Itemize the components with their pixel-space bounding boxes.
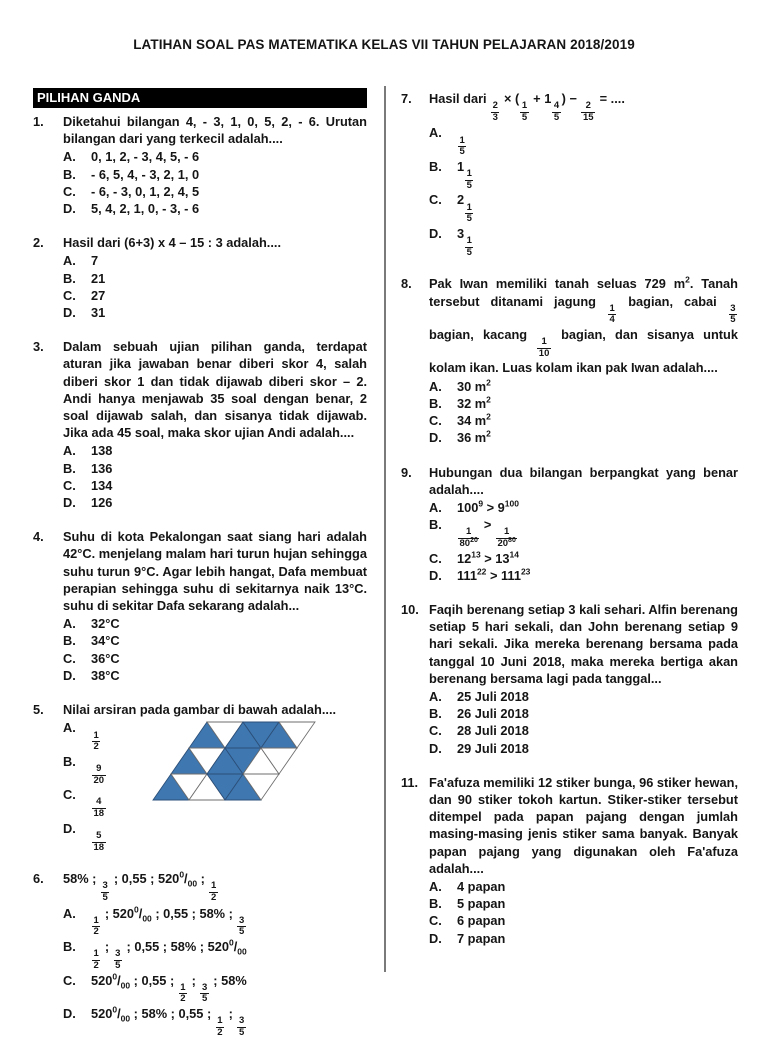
question-number: 9. (401, 464, 412, 480)
option-text: 27 (91, 287, 106, 303)
superscript: 2 (486, 429, 491, 440)
question-stem: Hasil dari $\frac{2}{3}$ × ( $\frac{1}{5}$ + 1 $\frac{4}{5}$ ) − $\frac{2}{15}$ = .... (429, 91, 625, 123)
superscript: 9 (478, 498, 484, 509)
fraction: $\frac{1}{5}$ (521, 100, 528, 123)
option-text: 32°C (91, 616, 120, 632)
question-body (429, 774, 738, 947)
question-8 (401, 275, 738, 446)
option-label: B. (63, 270, 76, 286)
question-6 (33, 870, 367, 1038)
question-number: 7. (401, 91, 412, 106)
option-label: C. (429, 192, 442, 208)
question-number: 6. (33, 871, 44, 887)
question-number: 2. (33, 235, 44, 251)
option-row-D (429, 930, 738, 947)
option-label: D. (429, 430, 442, 446)
fraction: $\frac{1}{4}$ (609, 302, 615, 326)
question-stem: Hasil dari (6+3) x 4 – 15 : 3 adalah.... (63, 235, 282, 251)
option-text: 6 papan (457, 913, 506, 929)
option-row-D (63, 200, 367, 217)
option-label: B. (429, 395, 442, 411)
option-row-C (63, 972, 367, 1005)
fraction: $\frac{3}{5}$ (115, 948, 121, 971)
option-label: A. (63, 253, 76, 269)
question-number: 8. (401, 276, 412, 292)
option-label: C. (429, 723, 442, 739)
question-body (429, 90, 738, 258)
section-header: PILIHAN GANDA (33, 88, 367, 108)
option-label: A. (429, 879, 442, 895)
option-label: C. (429, 913, 442, 929)
option-text: 31 (91, 305, 106, 321)
option-label: A. (63, 149, 76, 165)
option-row-A (63, 615, 367, 632)
options-list (429, 688, 738, 757)
question-number: 5. (33, 702, 44, 718)
subscript: 00 (120, 1013, 131, 1024)
option-text: 126 (91, 495, 113, 511)
superscript: 2 (486, 411, 491, 422)
option-text: $111^{22} > 111^{23}$ (457, 566, 531, 583)
option-row-B (429, 705, 738, 722)
option-row-C (63, 477, 367, 494)
question-body (63, 338, 367, 511)
question-7 (401, 90, 738, 258)
fraction: $\frac{1}{2}$ (93, 914, 99, 938)
column-right (401, 90, 738, 964)
superscript: 23 (520, 566, 531, 577)
question-stem: Nilai arsiran pada gambar di bawah adalah.... (63, 702, 337, 718)
fraction: $\frac{4}{18}$ (93, 796, 105, 820)
option-row-D (429, 429, 738, 446)
option-text: 1 $\frac{1}{5}$ (457, 158, 738, 191)
superscript: 2 (685, 275, 690, 286)
option-row-A (429, 124, 738, 157)
option-label: B. (429, 706, 442, 722)
superscript: 0 (134, 904, 139, 915)
option-text: 29 Juli 2018 (457, 740, 529, 756)
option-text: 2 $\frac{1}{5}$ (457, 191, 738, 224)
option-label: C. (429, 550, 442, 566)
option-text: 5, 4, 2, 1, 0, - 3, - 6 (91, 201, 200, 217)
option-text: $\frac{1}{2}$ ; $520^0/_{00}$ ; 0,55 ; 58% ; $\frac{3}{5}$ (91, 905, 367, 938)
fraction: $\frac{4}{5}$ (553, 100, 560, 123)
subscript: 00 (120, 980, 131, 991)
option-text: 3 $\frac{1}{5}$ (457, 225, 738, 258)
question-2 (33, 234, 367, 321)
option-text: $100^9 > 9^{100}$ (457, 498, 519, 515)
question-stem: Suhu di kota Pekalongan saat siang hari adalah 42°C. menjelang malam hari turun hujan sehingga suhu turun 9°C. Agar lebih hangat, Dafa membuat perapian sehingga suhu di sekitarnya naik 13°C. suhu di sekitar Dafa sekarang adalah... (63, 529, 367, 614)
option-label: B. (63, 939, 76, 955)
option-label: B. (63, 460, 76, 476)
subscript: 00 (142, 913, 152, 924)
question-number: 3. (33, 339, 44, 355)
question-3 (33, 338, 367, 511)
fraction: $\frac{2}{15}$ (582, 100, 594, 123)
fraction: $\frac{1}{2}$ (93, 948, 99, 971)
options-list (429, 878, 738, 947)
option-row-B (63, 460, 367, 477)
option-label: A. (63, 905, 76, 921)
option-row-B (63, 166, 367, 183)
question-number: 10. (401, 601, 419, 617)
option-row-A (429, 878, 738, 895)
option-row-D (429, 225, 738, 258)
option-text: $\frac{1}{2}$ ; $\frac{3}{5}$ ; 0,55 ; 58% ; $520^0/_{00}$ (91, 938, 367, 971)
question-stem: 58% ; $\frac{3}{5}$ ; 0,55 ; $520^0/_{00}$ ; $\frac{1}{2}$ (63, 870, 367, 903)
question-figure (151, 720, 317, 802)
superscript: 0 (179, 869, 185, 880)
option-text: 34 $m^2$ (457, 411, 491, 429)
option-label: C. (63, 287, 76, 303)
option-row-A (429, 378, 738, 395)
column-divider (384, 86, 386, 972)
question-stem: Diketahui bilangan 4, - 3, 1, 0, 5, 2, - 6. Urutan bilangan dari yang terkecil adalah.... (63, 114, 367, 147)
page-title: LATIHAN SOAL PAS MATEMATIKA KELAS VII TAHUN PELAJARAN 2018/2019 (133, 37, 635, 52)
fraction: $\frac{2}{3}$ (492, 100, 498, 123)
option-label: B. (429, 158, 442, 174)
option-text (457, 124, 738, 157)
fraction: $\frac{1}{5}$ (466, 201, 472, 225)
option-text: 36°C (91, 650, 120, 666)
option-label: B. (63, 166, 76, 182)
option-text: 36 $m^2$ (457, 429, 491, 446)
question-stem: Dalam sebuah ujian pilihan ganda, terdapat aturan jika jawaban benar diberi skor 4, salah diberi skor 1 dan tidak dijawab diberi skor – 2. Andi hanya menjawab 35 soal dengan benar, 2 soal dijawab salah, dan sisanya tidak dijawab. Jika ada 45 soal, maka skor ujian Andi adalah.... (63, 339, 367, 441)
subscript: 00 (187, 878, 198, 889)
option-label: C. (63, 650, 76, 666)
fraction: $\frac{1}{2}$ (217, 1015, 223, 1038)
option-label: A. (429, 499, 442, 515)
option-text: 30 $m^2$ (457, 377, 491, 394)
fraction: $\frac{1}{5}$ (466, 168, 472, 191)
option-row-A (63, 442, 367, 459)
superscript: 0 (112, 1004, 118, 1015)
fraction: $\frac{1}{5}$ (466, 235, 472, 258)
fraction: $\frac{1}{2}$ (210, 880, 217, 904)
option-label: D. (63, 820, 76, 836)
options-list (63, 252, 367, 321)
question-10 (401, 601, 738, 757)
options-list (63, 442, 367, 511)
question-number: 4. (33, 529, 44, 545)
exponent: 20 (470, 536, 478, 544)
option-row-C (63, 650, 367, 667)
question-stem: Hubungan dua bilangan berpangkat yang benar adalah.... (429, 464, 738, 497)
fraction: $\frac{3}{5}$ (102, 880, 108, 904)
option-text: 34°C (91, 633, 120, 649)
option-text: 38°C (91, 667, 120, 683)
fraction: $\frac{1}{20^{80}}$ (497, 526, 516, 549)
superscript: 2 (486, 394, 491, 405)
option-row-C (63, 287, 367, 304)
option-text: $520^0/_{00}$ ; 0,55 ; $\frac{1}{2}$ ; $\frac{3}{5}$ ; 58% (91, 971, 247, 1005)
option-label: A. (429, 378, 442, 394)
question-body (63, 870, 367, 1038)
option-row-C (429, 550, 738, 567)
option-text: 7 (91, 253, 99, 269)
question-body (63, 701, 367, 853)
option-row-B (429, 395, 738, 412)
option-label: C. (429, 413, 442, 429)
option-row-D (63, 304, 367, 321)
option-label: B. (429, 896, 442, 912)
option-row-D (63, 820, 367, 853)
subscript: 00 (237, 946, 247, 957)
fraction: $\frac{1}{2}$ (180, 981, 186, 1005)
option-row-B (63, 632, 367, 649)
exponent: 80 (508, 536, 516, 544)
options-list (63, 148, 367, 217)
option-row-A (429, 688, 738, 705)
option-label: A. (63, 616, 76, 632)
question-11 (401, 774, 738, 947)
option-text (91, 820, 367, 853)
option-text: 21 (91, 270, 106, 286)
fraction: $\frac{3}{5}$ (201, 981, 208, 1005)
option-label: D. (429, 740, 442, 756)
option-label: A. (429, 125, 442, 141)
option-row-C (429, 912, 738, 929)
options-list (429, 499, 738, 584)
option-text: $520^0/_{00}$ ; 58% ; 0,55 ; $\frac{1}{2}$ ; $\frac{3}{5}$ (91, 1005, 367, 1038)
option-row-D (429, 567, 738, 584)
superscript: 13 (471, 549, 481, 560)
fraction: $\frac{3}{5}$ (238, 1015, 245, 1038)
option-label: D. (63, 495, 76, 511)
question-stem: Fa'afuza memiliki 12 stiker bunga, 96 stiker hewan, dan 90 stiker tokoh kartun. Stiker-stiker tersebut ditempel pada papan pajang dengan jumlah masing-masing jenis stiker sama banyak. Banyak papan pajang yang digunakan oleh Fa'afuza adalah.... (429, 774, 738, 876)
option-label: C. (63, 972, 76, 988)
option-text: 134 (91, 477, 113, 493)
option-text: 28 Juli 2018 (457, 723, 529, 739)
option-row-B (429, 516, 738, 549)
superscript: 2 (486, 377, 491, 388)
option-label: C. (63, 183, 76, 199)
option-label: D. (63, 305, 76, 321)
option-row-B (429, 158, 738, 191)
options-list (429, 378, 738, 447)
option-label: C. (63, 477, 76, 493)
option-label: B. (429, 517, 442, 533)
option-row-A (63, 905, 367, 938)
option-text: $12^{13} > 13^{14}$ (457, 549, 519, 566)
fraction: $\frac{5}{18}$ (93, 829, 105, 853)
option-row-C (429, 722, 738, 739)
option-text: 5 papan (457, 896, 506, 912)
option-label: B. (63, 633, 76, 649)
question-4 (33, 528, 367, 684)
option-label: A. (429, 689, 442, 704)
option-label: A. (63, 443, 76, 459)
superscript: 22 (476, 566, 487, 577)
option-label: D. (63, 201, 76, 217)
question-9 (401, 464, 738, 584)
option-label: A. (63, 720, 76, 736)
options-list (63, 615, 367, 684)
option-row-D (63, 1005, 367, 1038)
option-text: $\frac{1}{80^{20}}$ > $\frac{1}{20^{80}}$ (457, 516, 738, 549)
option-label: D. (63, 1006, 76, 1022)
question-5 (33, 701, 367, 853)
option-row-C (429, 412, 738, 429)
option-row-A (63, 252, 367, 269)
fraction: $\frac{1}{10}$ (538, 336, 550, 359)
fraction: $\frac{1}{2}$ (93, 729, 99, 753)
option-label: D. (429, 225, 442, 241)
fraction: $\frac{1}{5}$ (459, 134, 465, 158)
option-text: 136 (91, 460, 113, 476)
question-1 (33, 113, 367, 217)
option-label: D. (63, 667, 76, 683)
option-text: 26 Juli 2018 (457, 706, 529, 722)
superscript: 14 (509, 549, 519, 560)
question-body (429, 464, 738, 584)
option-row-D (63, 494, 367, 511)
option-row-B (63, 270, 367, 287)
superscript: 0 (228, 937, 234, 948)
option-row-C (63, 183, 367, 200)
option-row-D (63, 667, 367, 684)
fraction: $\frac{9}{20}$ (93, 762, 105, 786)
fraction: $\frac{1}{80^{20}}$ (459, 526, 478, 549)
option-row-B (429, 895, 738, 912)
option-text: 0, 1, 2, - 3, 4, 5, - 6 (91, 149, 200, 165)
option-text: 138 (91, 443, 113, 459)
question-stem: Pak Iwan memiliki tanah seluas 729 $m^2$. Tanah tersebut ditanami jagung $\frac{1}{4}$ bagian, cabai $\frac{3}{5}$ bagian, kacang $\frac{1}{10}$ bagian, dan sisanya untuk kolam ikan. Luas kolam ikan pak Iwan adalah.... (429, 275, 738, 376)
question-body (63, 528, 367, 684)
option-label: D. (429, 930, 442, 946)
option-text: 32 $m^2$ (457, 394, 491, 411)
question-body (63, 234, 367, 321)
option-row-A (63, 148, 367, 165)
fraction: $\frac{3}{5}$ (730, 302, 736, 326)
question-body (429, 275, 738, 446)
question-number: 1. (33, 114, 44, 129)
option-label: D. (429, 567, 442, 583)
option-text: 4 papan (457, 879, 506, 895)
question-body (63, 113, 367, 217)
option-text: - 6, - 3, 0, 1, 2, 4, 5 (91, 183, 200, 199)
option-text: - 6, 5, 4, - 3, 2, 1, 0 (91, 166, 200, 182)
option-label: B. (63, 753, 76, 769)
option-row-C (429, 191, 738, 224)
superscript: 100 (504, 498, 519, 509)
option-text: 25 Juli 2018 (457, 689, 529, 704)
option-row-B (63, 938, 367, 971)
question-body (429, 601, 738, 757)
options-list (63, 905, 367, 1039)
superscript: 0 (112, 971, 118, 982)
question-number: 11. (401, 774, 419, 790)
shaded-figure-svg (151, 720, 317, 802)
option-row-A (429, 499, 738, 516)
options-list (429, 124, 738, 258)
option-row-D (429, 740, 738, 757)
option-text: 7 papan (457, 930, 506, 946)
column-left (33, 88, 367, 1056)
option-label: C. (63, 787, 76, 803)
fraction: $\frac{3}{5}$ (238, 914, 245, 938)
question-stem: Faqih berenang setiap 3 kali sehari. Alfin berenang setiap 5 hari sekali, dan John berenang setiap 9 hari sekali. Jika mereka berenang bersama pada tanggal 10 Juni 2018, maka mereka bertiga akan berenang bersama lagi pada tanggal... (429, 601, 738, 686)
